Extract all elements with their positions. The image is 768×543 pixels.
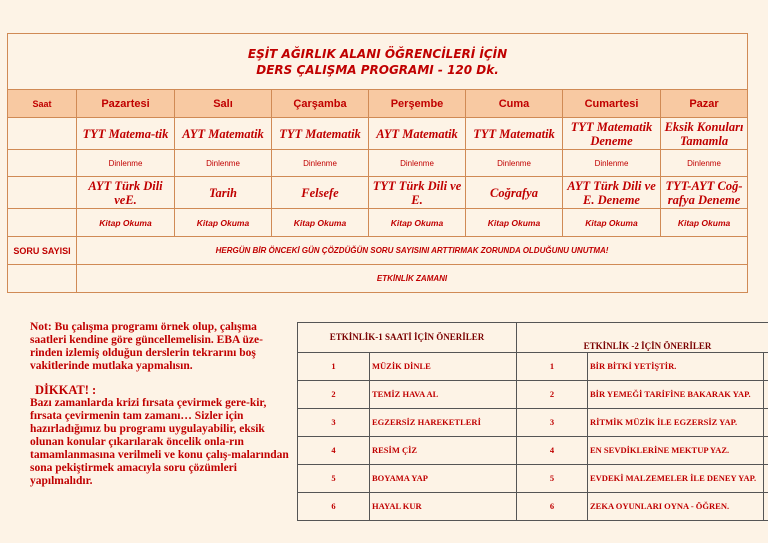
activity-1-row (298, 437, 517, 465)
activity-2-row (517, 409, 768, 437)
study-cell: Coğrafya (466, 177, 563, 209)
extra-cell (764, 409, 768, 437)
item-number: 3 (517, 409, 588, 437)
study-row-1 (8, 118, 748, 150)
etkinlik-label: ETKİNLİK ZAMANI (77, 265, 748, 293)
dikkat-title: DİKKAT! : (35, 383, 97, 397)
study-cell: Tarih (175, 177, 272, 209)
activity-2-row (517, 465, 768, 493)
item-number: 6 (298, 493, 370, 521)
extra-cell (764, 381, 768, 409)
study-row-2 (8, 177, 748, 209)
item-number: 2 (298, 381, 370, 409)
study-cell: Felsefe (272, 177, 369, 209)
header-row (8, 90, 748, 118)
study-cell: Eksik Konuları Tamamla (661, 118, 748, 150)
study-cell: TYT Matema-tik (77, 118, 175, 150)
header-saat: Saat (8, 90, 77, 118)
study-cell: TYT Matematik (272, 118, 369, 150)
item-text: TEMİZ HAVA AL (370, 381, 517, 409)
reading-cell: Kitap Okuma (77, 209, 175, 237)
item-number: 1 (517, 353, 588, 381)
rest-cell: Dinlenme (175, 150, 272, 177)
header-persembe: Perşembe (369, 90, 466, 118)
empty-cell (8, 265, 77, 293)
activity-1-title: ETKİNLİK-1 SAATİ İÇİN ÖNERİLER (298, 323, 517, 353)
rest-cell: Dinlenme (661, 150, 748, 177)
item-text: BOYAMA YAP (370, 465, 517, 493)
header-carsamba: Çarşamba (272, 90, 369, 118)
item-text: RİTMİK MÜZİK İLE EGZERSİZ YAP. (588, 409, 764, 437)
activity-1-row (298, 353, 517, 381)
rest-cell: Dinlenme (77, 150, 175, 177)
item-number: 3 (298, 409, 370, 437)
dikkat-text: Bazı zamanlarda krizi fırsata çevirmek gere-kir, fırsata çevirmenin tam zamanı… Sizler için hazırladığımız bu programı uygulayabilir, eksik olunan konular çıkarılarak öncelik onla-rın tamamlanmasına verilmeli ve konu çalış-malarından sona pekiştirmek amacıyla soru çözümleri yapılmalıdır. (30, 397, 289, 487)
activity-1-row (298, 381, 517, 409)
note-text: Not: Bu çalışma programı örnek olup, çalışma saatleri kendine göre güncellemelisin. EBA üze-rinden izlemiş olduğun derslerin tekrarını boş vakitlerinde mutlaka yapmalısın. (30, 321, 263, 372)
item-number: 6 (517, 493, 588, 521)
activity-1-table (297, 322, 517, 521)
soru-label: SORU SAYISI (8, 237, 77, 265)
extra-cell (764, 353, 768, 381)
empty-cell (8, 150, 77, 177)
rest-cell: Dinlenme (563, 150, 661, 177)
title-line-1: EŞİT AĞIRLIK ALANI ÖĞRENCİLERİ İÇİN (247, 46, 508, 61)
soru-message: HERGÜN BİR ÖNCEKİ GÜN ÇÖZDÜĞÜN SORU SAYISINI ARTTIRMAK ZORUNDA OLDUĞUNU UNUTMA! (77, 237, 748, 265)
study-cell: TYT-AYT Coğ-rafya Deneme (661, 177, 748, 209)
schedule-title (8, 34, 748, 90)
rest-cell: Dinlenme (369, 150, 466, 177)
reading-cell: Kitap Okuma (661, 209, 748, 237)
item-text: RESİM ÇİZ (370, 437, 517, 465)
item-text: BİR YEMEĞİ TARİFİNE BAKARAK YAP. (588, 381, 764, 409)
header-sali: Salı (175, 90, 272, 118)
item-text: ZEKA OYUNLARI OYNA - ÖĞREN. (588, 493, 764, 521)
study-cell: AYT Matematik (369, 118, 466, 150)
item-number: 5 (517, 465, 588, 493)
item-number: 2 (517, 381, 588, 409)
extra-cell (764, 437, 768, 465)
header-pazartesi: Pazartesi (77, 90, 175, 118)
item-text: HAYAL KUR (370, 493, 517, 521)
note-block (30, 321, 295, 488)
rest-cell: Dinlenme (272, 150, 369, 177)
activity-2-row (517, 493, 768, 521)
study-cell: AYT Türk Dili ve E. Deneme (563, 177, 661, 209)
study-cell: TYT Matematik Deneme (563, 118, 661, 150)
reading-row (8, 209, 748, 237)
reading-cell: Kitap Okuma (466, 209, 563, 237)
reading-cell: Kitap Okuma (272, 209, 369, 237)
item-number: 5 (298, 465, 370, 493)
item-text: EGZERSİZ HAREKETLERİ (370, 409, 517, 437)
etkinlik-row (8, 265, 748, 293)
item-text: BİR BİTKİ YETİŞTİR. (588, 353, 764, 381)
activity-2-row (517, 381, 768, 409)
empty-cell (8, 209, 77, 237)
activity-2-row (517, 353, 768, 381)
reading-cell: Kitap Okuma (563, 209, 661, 237)
activity-1-row (298, 409, 517, 437)
study-cell: TYT Türk Dili ve E. (369, 177, 466, 209)
header-cumartesi: Cumartesi (563, 90, 661, 118)
item-text: EVDEKİ MALZEMELER İLE DENEY YAP. (588, 465, 764, 493)
rest-row (8, 150, 748, 177)
activity-2-table (516, 322, 768, 521)
activity-2-row (517, 437, 768, 465)
reading-cell: Kitap Okuma (369, 209, 466, 237)
extra-cell (764, 465, 768, 493)
item-text: EN SEVDİKLERİNE MEKTUP YAZ. (588, 437, 764, 465)
item-number: 4 (298, 437, 370, 465)
item-number: 4 (517, 437, 588, 465)
reading-cell: Kitap Okuma (175, 209, 272, 237)
activity-2-title: ETKİNLİK -2 İÇİN ÖNERİLER (517, 323, 768, 353)
activity-1-row (298, 465, 517, 493)
header-cuma: Cuma (466, 90, 563, 118)
schedule-table (7, 33, 748, 293)
soru-row (8, 237, 748, 265)
title-line-2: DERS ÇALIŞMA PROGRAMI - 120 Dk. (256, 62, 499, 77)
item-number: 1 (298, 353, 370, 381)
rest-cell: Dinlenme (466, 150, 563, 177)
study-cell: TYT Matematik (466, 118, 563, 150)
empty-cell (8, 177, 77, 209)
extra-cell (764, 493, 768, 521)
study-cell: AYT Türk Dili veE. (77, 177, 175, 209)
item-text: MÜZİK DİNLE (370, 353, 517, 381)
empty-cell (8, 118, 77, 150)
study-cell: AYT Matematik (175, 118, 272, 150)
header-pazar: Pazar (661, 90, 748, 118)
activity-1-row (298, 493, 517, 521)
